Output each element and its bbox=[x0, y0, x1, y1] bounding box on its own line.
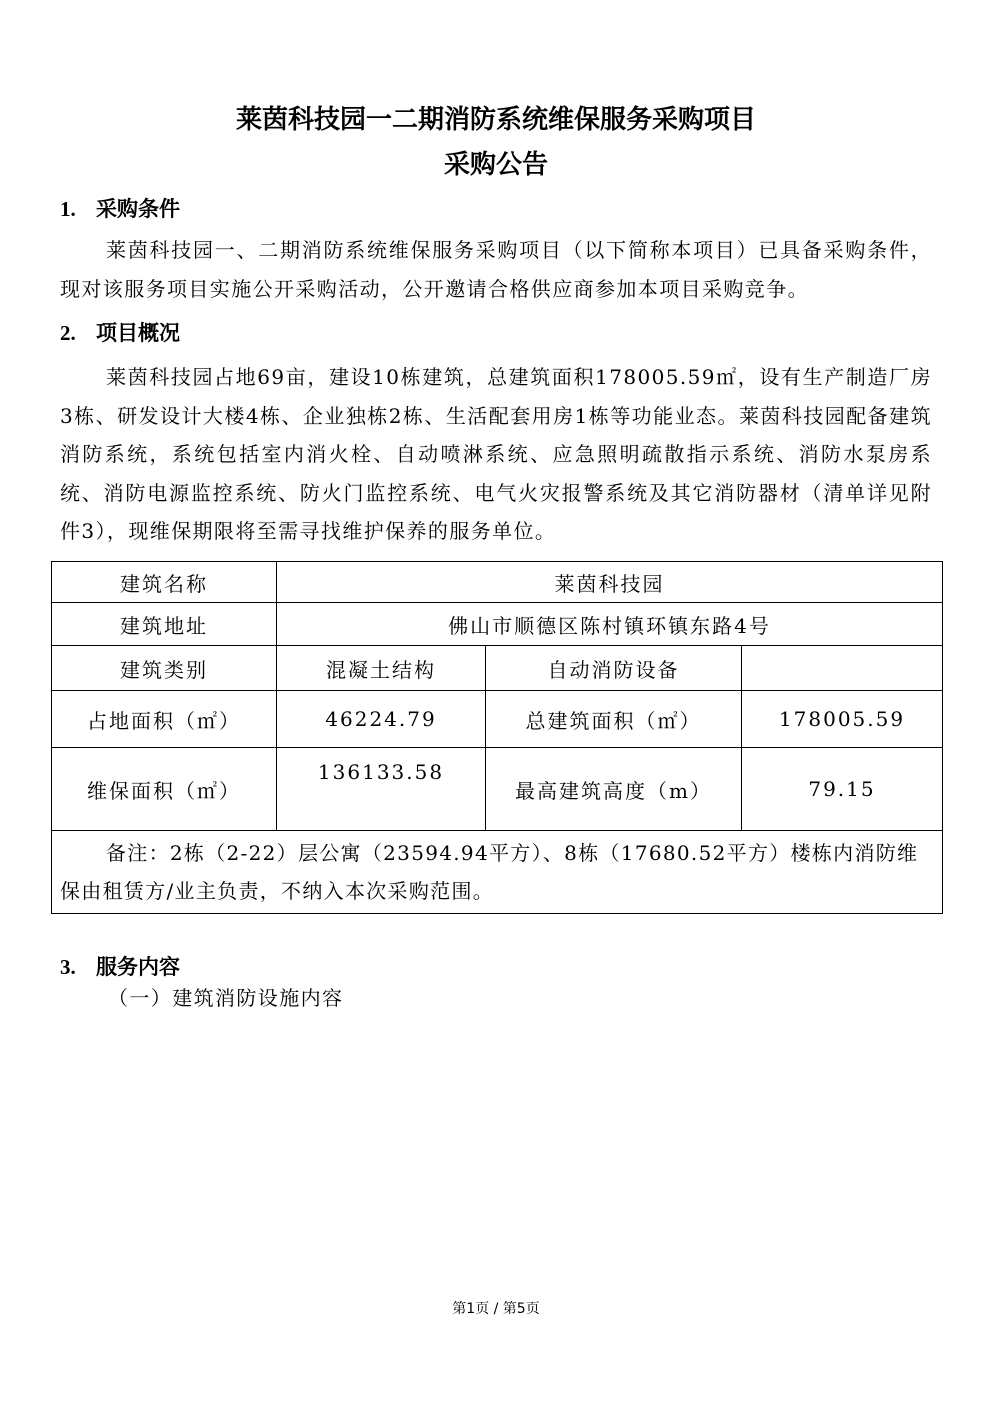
table-cell-label: 占地面积（㎡） bbox=[52, 691, 277, 748]
table-row bbox=[52, 691, 943, 748]
section-heading-3 bbox=[60, 952, 180, 982]
table-cell-label: 总建筑面积（㎡） bbox=[486, 691, 742, 748]
paragraph-project-overview: 莱茵科技园占地69亩，建设10栋建筑，总建筑面积178005.59㎡，设有生产制造厂房3栋、研发设计大楼4栋、企业独栋2栋、生活配套用房1栋等功能业态。莱茵科技园配备建筑消防系统，系统包括室内消火栓、自动喷淋系统、应急照明疏散指示系统、消防水泵房系统、消防电源监控系统、防火门监控系统、电气火灾报警系统及其它消防器材（清单详见附件3），现维保期限将至需寻找维护保养的服务单位。 bbox=[60, 365, 932, 543]
table-row bbox=[52, 646, 943, 691]
page-footer: 第1页 / 第5页 bbox=[452, 1301, 540, 1317]
table-cell-value: 79.15 bbox=[742, 748, 943, 831]
table-cell-label: 建筑名称 bbox=[52, 562, 277, 603]
table-cell-value: 自动消防设备 bbox=[486, 646, 742, 691]
table-row bbox=[52, 603, 943, 646]
building-info-table bbox=[51, 561, 943, 914]
table-cell-label: 建筑类别 bbox=[52, 646, 277, 691]
sub-heading: （一）建筑消防设施内容 bbox=[108, 986, 344, 1010]
paragraph-procurement-conditions: 莱茵科技园一、二期消防系统维保服务采购项目（以下简称本项目）已具备采购条件，现对该服务项目实施公开采购活动，公开邀请合格供应商参加本项目采购竞争。 bbox=[60, 238, 932, 301]
section-number: 3. bbox=[60, 955, 76, 979]
table-cell-label: 最高建筑高度（m） bbox=[486, 748, 742, 831]
table-row bbox=[52, 562, 943, 603]
document-subtitle: 采购公告 bbox=[443, 150, 548, 180]
table-cell-value: 佛山市顺德区陈村镇环镇东路4号 bbox=[277, 603, 943, 646]
table-cell-value: 178005.59 bbox=[742, 691, 943, 748]
table-cell-value: 莱茵科技园 bbox=[277, 562, 943, 603]
table-cell-value bbox=[742, 646, 943, 691]
section-number: 2. bbox=[60, 321, 76, 345]
table-cell-label: 建筑地址 bbox=[52, 603, 277, 646]
section-title: 服务内容 bbox=[96, 955, 180, 979]
document-title: 莱茵科技园一二期消防系统维保服务采购项目 bbox=[235, 105, 756, 135]
table-row bbox=[52, 748, 943, 831]
section-heading-1 bbox=[60, 194, 180, 224]
section-heading-2 bbox=[60, 318, 180, 348]
table-note: 备注：2栋（2-22）层公寓（23594.94平方）、8栋（17680.52平方）楼栋内消防维保由租赁方/业主负责，不纳入本次采购范围。 bbox=[52, 831, 943, 914]
section-title: 采购条件 bbox=[96, 197, 180, 221]
table-cell-value: 混凝土结构 bbox=[277, 646, 486, 691]
section-number: 1. bbox=[60, 197, 76, 221]
table-cell-value: 46224.79 bbox=[277, 691, 486, 748]
table-row bbox=[52, 831, 943, 914]
table-cell-label: 维保面积（㎡） bbox=[52, 748, 277, 831]
section-title: 项目概况 bbox=[96, 321, 180, 345]
table-cell-value: 136133.58 bbox=[277, 748, 486, 831]
